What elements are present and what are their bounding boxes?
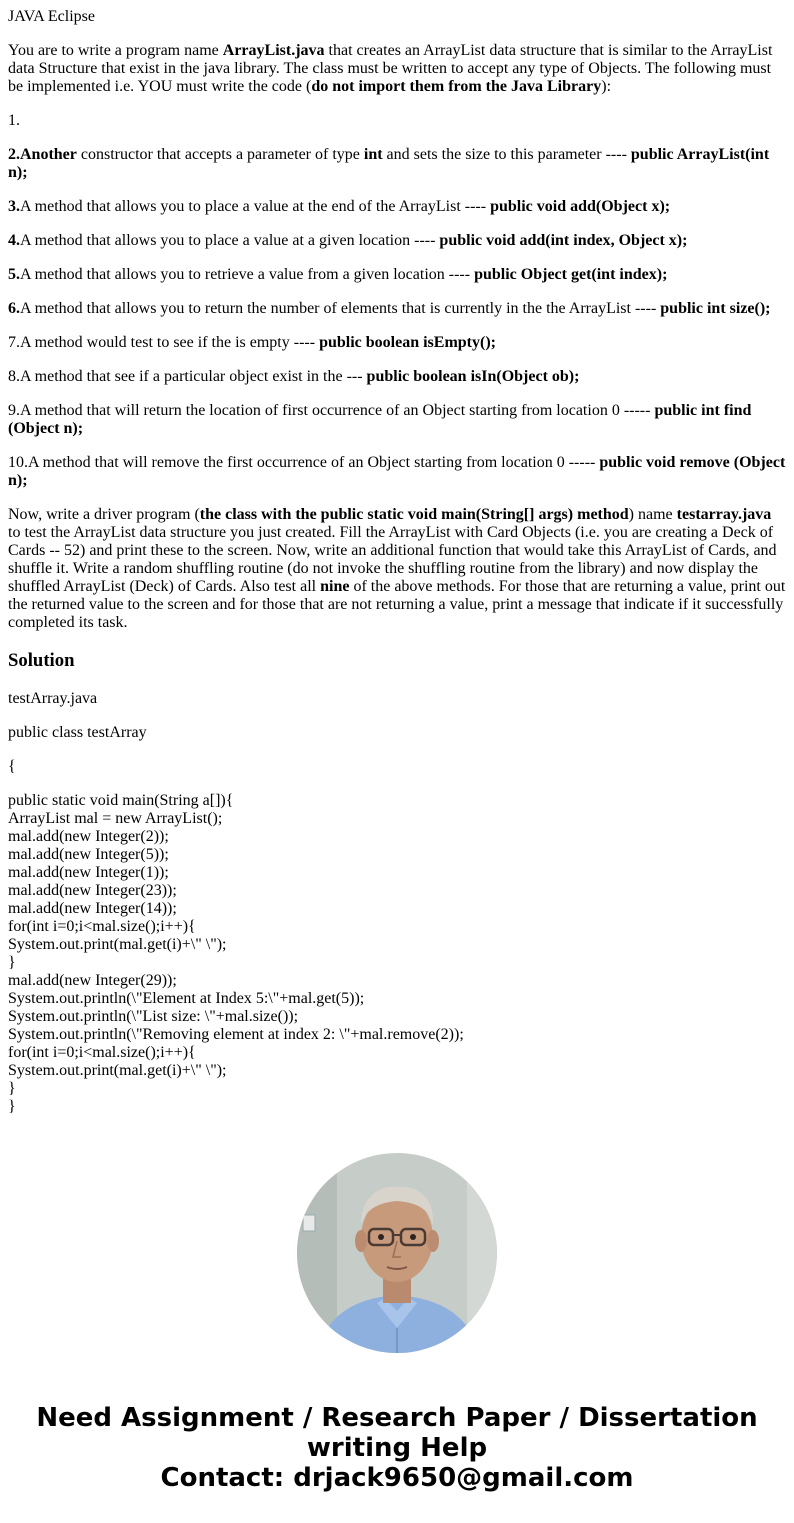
bold-text: public int size();	[660, 300, 771, 317]
text-run: Now, write a driver program (	[8, 506, 200, 523]
bold-text: 4.	[8, 232, 20, 249]
solution-heading: Solution	[8, 650, 75, 671]
code-line: System.out.print(mal.get(i)+\" \");	[8, 936, 227, 953]
code-line: mal.add(new Integer(23));	[8, 882, 177, 899]
text-run: A method that allows you to place a value at the end of the ArrayList ----	[20, 198, 491, 215]
author-photo	[297, 1153, 497, 1353]
intro-paragraph	[8, 42, 786, 96]
code-line: System.out.println(\"Removing element at index 2: \"+mal.remove(2));	[8, 1026, 464, 1043]
code-block	[8, 792, 786, 1116]
requirement-item	[8, 368, 786, 386]
code-line: }	[8, 1080, 16, 1097]
code-line: ArrayList mal = new ArrayList();	[8, 810, 223, 827]
requirement-item	[8, 402, 786, 438]
contact-banner	[0, 1403, 794, 1493]
bold-text: public ArrayList(int n);	[8, 146, 770, 181]
text-run: constructor that accepts a parameter of type	[76, 146, 364, 163]
bold-text: int	[363, 146, 383, 163]
text-run: 8.A method that see if a particular object exist in the ---	[8, 368, 367, 385]
code-line: System.out.println(\"Element at Index 5:\"+mal.get(5));	[8, 990, 365, 1007]
requirement-item	[8, 146, 786, 182]
bold-text: public Object get(int index);	[474, 266, 668, 283]
text-run: A method that allows you to return the number of elements that is currently in the the ArrayList ----	[20, 300, 661, 317]
banner-line-1: Need Assignment / Research Paper / Dissertation	[36, 1403, 758, 1433]
bold-text: public void add(int index, Object x);	[439, 232, 688, 249]
text-run: to test the ArrayList data structure you just created. Fill the ArrayList with Card Objects (i.e. you are creating a Deck of Cards -- 52) and print these to the screen. Now, write an additional function that would take this ArrayList of Cards, and shuffle it. Write a random shuffling routine (do not invoke the shuffling routine from the library) and now display the shuffled ArrayList (Deck) of Cards. Also test all	[8, 524, 777, 595]
code-line: mal.add(new Integer(29));	[8, 972, 177, 989]
requirement-item	[8, 266, 786, 284]
code-line: mal.add(new Integer(1));	[8, 864, 169, 881]
requirement-item	[8, 454, 786, 490]
bold-text: 5.	[8, 266, 20, 283]
banner-contact: Contact: drjack9650@gmail.com	[160, 1463, 634, 1493]
bold-text: the class with the public static void main(String[] args) method	[199, 506, 629, 523]
code-line: for(int i=0;i<mal.size();i++){	[8, 918, 196, 935]
text-run: that creates an ArrayList data structure that is similar to the ArrayList data Structure that exist in the java library. The class must be written to accept any type of Objects. The following must be implemented i.e. YOU must write the code (	[8, 42, 773, 95]
solution-class-line: public class testArray	[8, 724, 147, 741]
requirements-list	[8, 112, 786, 490]
requirement-item	[8, 334, 786, 352]
code-line: System.out.print(mal.get(i)+\" \");	[8, 1062, 227, 1079]
text-run: A method that allows you to place a value at a given location ----	[20, 232, 440, 249]
requirement-item	[8, 112, 786, 130]
bold-text: public int find (Object n);	[8, 402, 752, 437]
code-line: public static void main(String a[]){	[8, 792, 234, 809]
solution-filename: testArray.java	[8, 690, 98, 707]
text-run: A method that allows you to retrieve a value from a given location ----	[20, 266, 475, 283]
bold-text: ArrayList.java	[222, 42, 325, 59]
text-run: of the above methods. For those that are returning a value, print out the returned value to the screen and for those that are not returning a value, print a message that indicate if it successfully completed its task.	[8, 578, 786, 631]
requirement-item	[8, 198, 786, 216]
portrait-image	[297, 1153, 497, 1353]
bold-text: public void add(Object x);	[490, 198, 671, 215]
code-line: mal.add(new Integer(14));	[8, 900, 177, 917]
bold-text: do not import them from the Java Library	[311, 78, 602, 95]
code-line: mal.add(new Integer(5));	[8, 846, 169, 863]
text-run: ) name	[628, 506, 677, 523]
bold-text: public void remove (Object n);	[8, 454, 786, 489]
code-line: for(int i=0;i<mal.size();i++){	[8, 1044, 196, 1061]
bold-text: public boolean isEmpty();	[319, 334, 496, 351]
code-line: }	[8, 1098, 16, 1115]
text-run: You are to write a program name	[8, 42, 223, 59]
bold-text: 2.Another	[8, 146, 77, 163]
bold-text: testarray.java	[676, 506, 772, 523]
text-run: 7.A method would test to see if the is empty ----	[8, 334, 320, 351]
requirement-item	[8, 232, 786, 250]
banner-line-2: writing Help	[306, 1433, 488, 1463]
text-run: ):	[601, 78, 612, 95]
code-line: mal.add(new Integer(2));	[8, 828, 169, 845]
document-title: JAVA Eclipse	[8, 8, 95, 25]
code-line: }	[8, 954, 16, 971]
bold-text: 6.	[8, 300, 20, 317]
text-run: 9.A method that will return the location of first occurrence of an Object starting from location 0 -----	[8, 402, 655, 419]
requirement-item	[8, 300, 786, 318]
solution-open-brace: {	[8, 758, 16, 775]
driver-paragraph	[8, 506, 786, 632]
text-run: 1.	[8, 112, 20, 129]
code-line: System.out.println(\"List size: \"+mal.size());	[8, 1008, 299, 1025]
bold-text: nine	[320, 578, 350, 595]
bold-text: 3.	[8, 198, 20, 215]
text-run: 10.A method that will remove the first occurrence of an Object starting from location 0 -----	[8, 454, 600, 471]
bold-text: public boolean isIn(Object ob);	[366, 368, 580, 385]
text-run: and sets the size to this parameter ----	[382, 146, 631, 163]
